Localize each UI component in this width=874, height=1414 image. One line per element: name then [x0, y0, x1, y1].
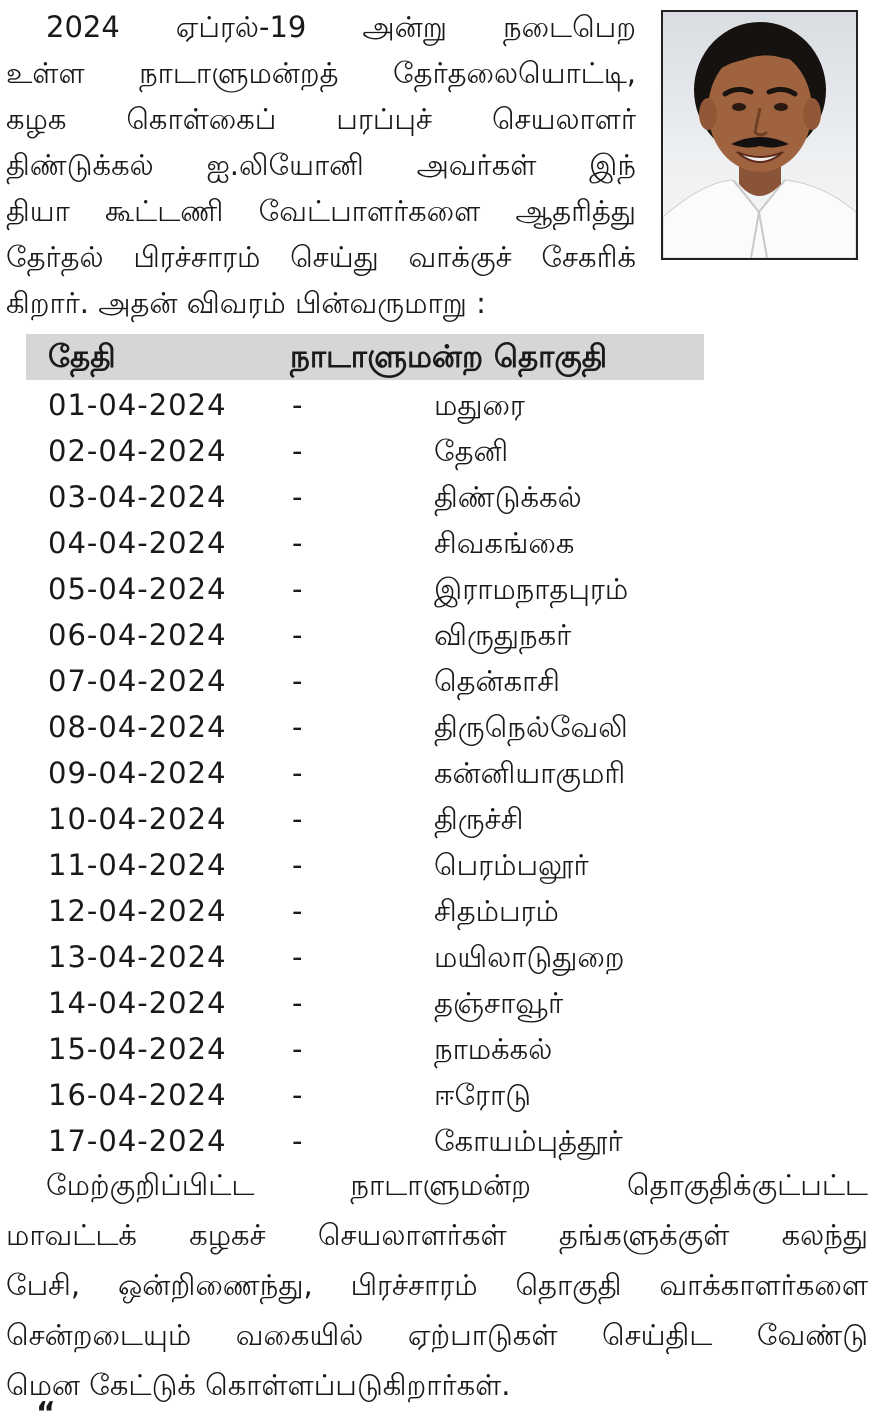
- date-cell: 03-04-2024: [48, 480, 227, 514]
- table-row: [0, 980, 874, 1026]
- constituency-cell: விருதுநகர்: [434, 618, 572, 652]
- constituency-cell: மயிலாடுதுறை: [434, 940, 625, 974]
- table-row: [0, 934, 874, 980]
- separator-cell: -: [292, 756, 303, 790]
- date-cell: 17-04-2024: [48, 1124, 227, 1158]
- table-row: [0, 1026, 874, 1072]
- intro-line: தேர்தல் பிரச்சாரம் செய்து வாக்குச் சேகரிக்: [6, 240, 636, 274]
- speaker-portrait: [661, 10, 858, 260]
- date-cell: 10-04-2024: [48, 802, 227, 836]
- date-cell: 02-04-2024: [48, 434, 227, 468]
- date-cell: 13-04-2024: [48, 940, 227, 974]
- separator-cell: -: [292, 1124, 303, 1158]
- constituency-cell: மதுரை: [434, 388, 525, 422]
- date-column-header: தேதி: [48, 339, 116, 375]
- constituency-cell: திருநெல்வேலி: [434, 710, 628, 744]
- table-row: [0, 704, 874, 750]
- separator-cell: -: [292, 848, 303, 882]
- table-row: [0, 428, 874, 474]
- separator-cell: -: [292, 388, 303, 422]
- date-cell: 04-04-2024: [48, 526, 227, 560]
- separator-cell: -: [292, 986, 303, 1020]
- intro-line: திண்டுக்கல் ஐ.லியோனி அவர்கள் இந்: [6, 148, 636, 182]
- cut-off-heading: “: [36, 1396, 56, 1414]
- date-cell: 01-04-2024: [48, 388, 227, 422]
- date-cell: 12-04-2024: [48, 894, 227, 928]
- table-row: [0, 474, 874, 520]
- constituency-cell: இராமநாதபுரம்: [434, 572, 629, 606]
- table-row: [0, 658, 874, 704]
- table-row: [0, 750, 874, 796]
- schedule-table-body: [0, 382, 874, 1164]
- closing-line: மென கேட்டுக் கொள்ளப்படுகிறார்கள்.: [6, 1368, 511, 1402]
- constituency-cell: திருச்சி: [434, 802, 524, 836]
- constituency-cell: பெரம்பலூர்: [434, 848, 589, 882]
- separator-cell: -: [292, 1078, 303, 1112]
- date-cell: 15-04-2024: [48, 1032, 227, 1066]
- separator-cell: -: [292, 434, 303, 468]
- constituency-cell: சிதம்பரம்: [434, 894, 559, 928]
- separator-cell: -: [292, 940, 303, 974]
- constituency-cell: ஈரோடு: [434, 1078, 532, 1112]
- table-row: [0, 520, 874, 566]
- constituency-cell: தேனி: [434, 434, 509, 468]
- intro-line: உள்ள நாடாளுமன்றத் தேர்தலையொட்டி,: [6, 56, 636, 90]
- intro-line: தியா கூட்டணி வேட்பாளர்களை ஆதரித்து: [6, 194, 636, 228]
- constituency-cell: தென்காசி: [434, 664, 560, 698]
- constituency-cell: தஞ்சாவூர்: [434, 986, 564, 1020]
- separator-cell: -: [292, 802, 303, 836]
- closing-line: பேசி, ஒன்றிணைந்து, பிரச்சாரம் தொகுதி வாக்காளர்களை: [6, 1268, 868, 1302]
- separator-cell: -: [292, 664, 303, 698]
- intro-paragraph: [6, 4, 636, 326]
- date-cell: 05-04-2024: [48, 572, 227, 606]
- date-cell: 16-04-2024: [48, 1078, 227, 1112]
- date-cell: 09-04-2024: [48, 756, 227, 790]
- date-cell: 14-04-2024: [48, 986, 227, 1020]
- separator-cell: -: [292, 572, 303, 606]
- table-row: [0, 888, 874, 934]
- closing-line: மேற்குறிப்பிட்ட நாடாளுமன்ற தொகுதிக்குட்பட்ட: [46, 1168, 868, 1202]
- closing-line: சென்றடையும் வகையில் ஏற்பாடுகள் செய்திட வேண்டு: [6, 1318, 868, 1352]
- date-cell: 07-04-2024: [48, 664, 227, 698]
- table-row: [0, 796, 874, 842]
- table-row: [0, 842, 874, 888]
- schedule-table-header: [26, 334, 704, 380]
- separator-cell: -: [292, 1032, 303, 1066]
- constituency-cell: கன்னியாகுமரி: [434, 756, 626, 790]
- constituency-cell: கோயம்புத்தூர்: [434, 1124, 623, 1158]
- table-row: [0, 612, 874, 658]
- separator-cell: -: [292, 710, 303, 744]
- constituency-cell: சிவகங்கை: [434, 526, 575, 560]
- date-cell: 06-04-2024: [48, 618, 227, 652]
- separator-cell: -: [292, 618, 303, 652]
- separator-cell: -: [292, 480, 303, 514]
- separator-cell: -: [292, 894, 303, 928]
- intro-line: 2024 ஏப்ரல்-19 அன்று நடைபெற: [46, 10, 636, 44]
- table-row: [0, 382, 874, 428]
- separator-cell: -: [292, 526, 303, 560]
- intro-line: கழக கொள்கைப் பரப்புச் செயலாளர்: [6, 102, 636, 136]
- table-row: [0, 1118, 874, 1164]
- date-cell: 08-04-2024: [48, 710, 227, 744]
- constituency-cell: திண்டுக்கல்: [434, 480, 582, 514]
- closing-line: மாவட்டக் கழகச் செயலாளர்கள் தங்களுக்குள் கலந்து: [6, 1218, 868, 1252]
- table-row: [0, 566, 874, 612]
- constituency-column-header: நாடாளுமன்ற தொகுதி: [290, 339, 608, 375]
- closing-paragraph: [6, 1160, 868, 1410]
- date-cell: 11-04-2024: [48, 848, 227, 882]
- intro-line: கிறார். அதன் விவரம் பின்வருமாறு :: [6, 286, 486, 320]
- table-row: [0, 1072, 874, 1118]
- constituency-cell: நாமக்கல்: [434, 1032, 553, 1066]
